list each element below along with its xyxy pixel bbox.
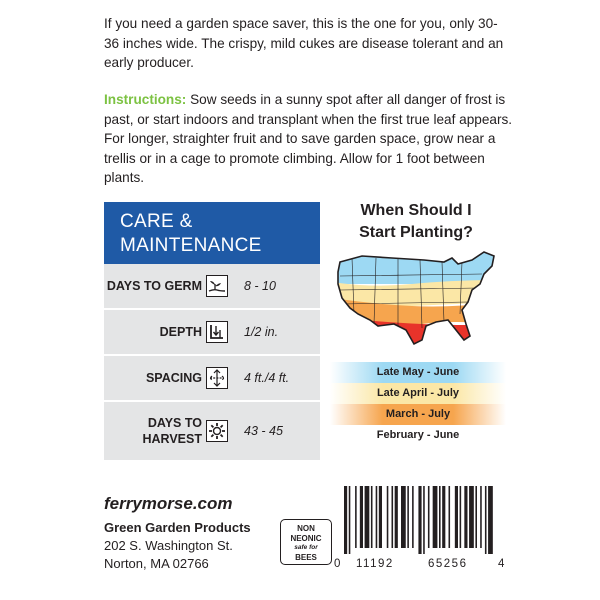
care-row-spacing [104, 356, 320, 402]
care-row-harvest [104, 402, 320, 460]
website-url: ferrymorse.com [104, 494, 233, 513]
barcode-bar [344, 486, 347, 554]
care-header-line2: MAINTENANCE [120, 235, 262, 256]
barcode-bar [475, 486, 477, 548]
barcode-bar [439, 486, 441, 548]
care-label-germ: DAYS TO GERM [106, 279, 202, 293]
care-table [104, 264, 320, 460]
barcode-bar [387, 486, 389, 548]
us-planting-zone-map [332, 244, 502, 352]
address-line1: 202 S. Washington St. [104, 538, 233, 553]
barcode-bar [488, 486, 493, 554]
care-label-depth: DEPTH [159, 325, 202, 339]
instructions-text: Sow seeds in a sunny spot after all danger of frost is past, or start indoors and transplant when the first true leaf appears. For longer, straighter fruit and to save garden space, grow near a trellis or in a cage to promote climbing. Allow for 1 foot between plants. [104, 92, 513, 185]
barcode-digit-left: 0 [334, 558, 341, 570]
non-neonic-badge [280, 519, 332, 565]
instructions-paragraph [104, 90, 514, 188]
sun-icon [206, 420, 228, 442]
spacing-icon [206, 367, 228, 389]
barcode-bar [418, 486, 421, 554]
care-label-harvest: DAYS TO HARVEST [142, 416, 202, 446]
planting-map-title [332, 200, 500, 244]
barcode-bar [349, 486, 351, 554]
barcode-bar [449, 486, 451, 548]
barcode-bar [355, 486, 357, 548]
zone-3: March - July [330, 404, 506, 425]
barcode-bar [407, 486, 409, 548]
care-value-harvest: 43 - 45 [244, 424, 283, 438]
barcode-group1: 11192 [356, 558, 394, 570]
address-line2: Norton, MA 02766 [104, 556, 209, 571]
barcode-bar [401, 486, 406, 548]
barcode-bar [423, 486, 425, 554]
care-row-depth [104, 310, 320, 356]
barcode-bar [428, 486, 430, 548]
barcode-bar [379, 486, 382, 548]
barcode-bar [360, 486, 363, 548]
badge-line4: BEES [295, 552, 317, 562]
product-description: If you need a garden space saver, this is the one for you, only 30-36 inches wide. The crispy, mild cukes are disease tolerant and an early producer. [104, 16, 504, 70]
barcode-bar [455, 486, 458, 548]
care-row-germ [104, 264, 320, 310]
barcode-bar [395, 486, 398, 548]
company-name: Green Garden Products [104, 520, 251, 535]
badge-line2: NEONIC [290, 533, 322, 543]
zone-1: Late May - June [330, 362, 506, 383]
barcode-bar [392, 486, 394, 548]
barcode-bar [442, 486, 445, 548]
barcode-bar [485, 486, 487, 554]
sprout-icon [206, 275, 228, 297]
care-value-depth: 1/2 in. [244, 325, 279, 339]
barcode-bar [480, 486, 482, 548]
care-header-line1: CARE & [120, 211, 193, 232]
barcode-bar [464, 486, 467, 548]
barcode-bar [376, 486, 378, 548]
planting-title-line2: Start Planting? [359, 224, 473, 241]
care-maintenance-header [104, 202, 320, 264]
instructions-label: Instructions: [104, 92, 187, 107]
barcode-digit-right: 4 [498, 558, 505, 570]
zone-4: February - June [376, 429, 460, 441]
badge-line1: NON [297, 524, 315, 533]
planting-zone-legend [330, 362, 506, 446]
badge-line3: safe for [294, 544, 318, 551]
barcode-bar [433, 486, 438, 548]
barcode-bar [460, 486, 462, 548]
barcode-bar [469, 486, 474, 548]
care-value-germ: 8 - 10 [244, 279, 276, 293]
zone-2: Late April - July [330, 383, 506, 404]
care-label-spacing: SPACING [145, 371, 202, 385]
barcode-group2: 65256 [428, 558, 468, 570]
planting-title-line1: When Should I [360, 202, 472, 219]
care-value-spacing: 4 ft./4 ft. [244, 371, 290, 385]
barcode-bar [412, 486, 414, 548]
barcode [344, 486, 496, 554]
barcode-bar [371, 486, 373, 548]
depth-icon [206, 321, 228, 343]
barcode-bar [365, 486, 370, 548]
